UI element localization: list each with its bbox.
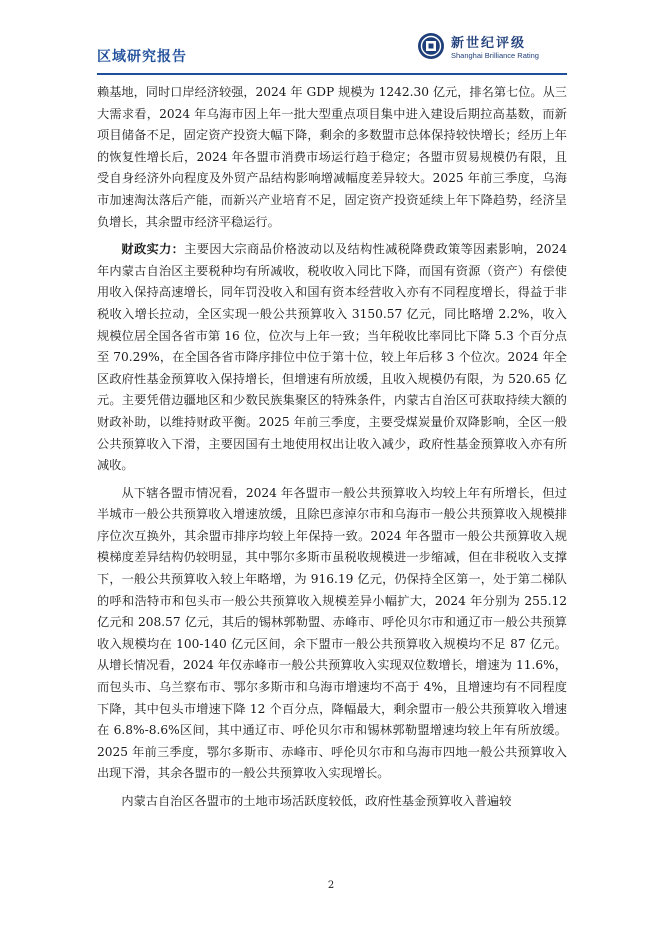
paragraph (97, 483, 567, 785)
paragraph (97, 239, 567, 477)
paragraph-text: 主要因大宗商品价格波动以及结构性减税降费政策等因素影响，2024 年内蒙古自治区主要税种均有所减收，税收收入同比下降，而国有资源（资产）有偿使用收入保持高速增长，同年罚没收入和国有资本经营收入亦有不同程度增长，得益于非税收入增长拉动，全区实现一般公共预算收入 3150.57 亿元，同比略增 2.2%，收入规模位居全国各省市第 16 位，位次与上年一致；当年税收比率同比下降 5.3 个百分点至 70.29%，在全国各省市降序排位中位于第十位，较上年后移 3 个位次。2024 年全区政府性基金预算收入保持增长，但增速有所放缓，且收入规模仍有限，为 520.65 亿元。主要凭借边疆地区和少数民族集聚区的特殊条件，内蒙古自治区可获取持续大额的财政补助，以维持财政平衡。2025 年前三季度，主要受煤炭量价双降影响，全区一般公共预算收入下滑，主要因国有土地使用权出让收入减少，政府性基金预算收入亦有所减收。 (97, 242, 567, 473)
paragraph-text: 赖基地，同时口岸经济较强，2024 年 GDP 规模为 1242.30 亿元，排名第七位。从三大需求看，2024 年乌海市因上年一批大型重点项目集中进入建设后期拉高基数，而新项目储备不足，固定资产投资大幅下降，剩余的多数盟市总体保持较快增长；经历上年的恢复性增长后，2024 年各盟市消费市场运行趋于稳定；各盟市贸易规模仍有限，且受自身经济外向程度及外贸产品结构影响增减幅度差异较大。2025 年前三季度，乌海市加速淘汰落后产能，而新兴产业培育不足，固定资产投资延续上年下降趋势，经济呈负增长，其余盟市经济平稳运行。 (97, 85, 567, 229)
brand-emblem-icon (417, 32, 445, 60)
report-body (97, 82, 567, 819)
paragraph (97, 82, 567, 233)
brand-logo (417, 30, 567, 70)
paragraph-text: 从下辖各盟市情况看，2024 年各盟市一般公共预算收入均较上年有所增长，但过半城市一般公共预算收入增速放缓，且除巴彦淖尔市和乌海市一般公共预算收入规模排序位次互换外，其余盟市排序均较上年保持一致。2024 年各盟市一般公共预算收入规模梯度差异结构仍较明显，其中鄂尔多斯市虽税收规模进一步缩减，但在非税收入支撑下，一般公共预算收入较上年略增，为 916.19 亿元，仍保持全区第一，处于第二梯队的呼和浩特市和包头市一般公共预算收入规模差异小幅扩大，2024 年分别为 255.12 亿元和 208.57 亿元，其后的锡林郭勒盟、赤峰市、呼伦贝尔市和通辽市一般公共预算收入规模均在 100-140 亿元区间，余下盟市一般公共预算收入规模均不足 87 亿元。从增长情况看，2024 年仅赤峰市一般公共预算收入实现双位数增长，增速为 11.6%，而包头市、乌兰察布市、鄂尔多斯市和乌海市增速均不高于 4%，且增速均有不同程度下降，其中包头市增速下降 12 个百分点，降幅最大，剩余盟市一般公共预算收入增速在 6.8%-8.6%区间，其中通辽市、呼伦贝尔市和锡林郭勒盟增速均较上年有所放缓。2025 年前三季度，鄂尔多斯市、赤峰市、呼伦贝尔市和乌海市四地一般公共预算收入出现下滑，其余各盟市的一般公共预算收入实现增长。 (97, 485, 567, 781)
paragraph (97, 791, 567, 813)
brand-name-cn: 新世纪评级 (451, 36, 527, 51)
page-number: 2 (327, 880, 335, 891)
paragraph-lead: 财政实力： (121, 242, 185, 257)
page-header (97, 30, 567, 72)
section-title: 区域研究报告 (97, 49, 187, 65)
header-divider (97, 73, 567, 75)
paragraph-text: 内蒙古自治区各盟市的土地市场活跃度较低，政府性基金预算收入普遍较 (121, 794, 512, 808)
brand-name-en: Shanghai Brilliance Rating (451, 51, 539, 60)
